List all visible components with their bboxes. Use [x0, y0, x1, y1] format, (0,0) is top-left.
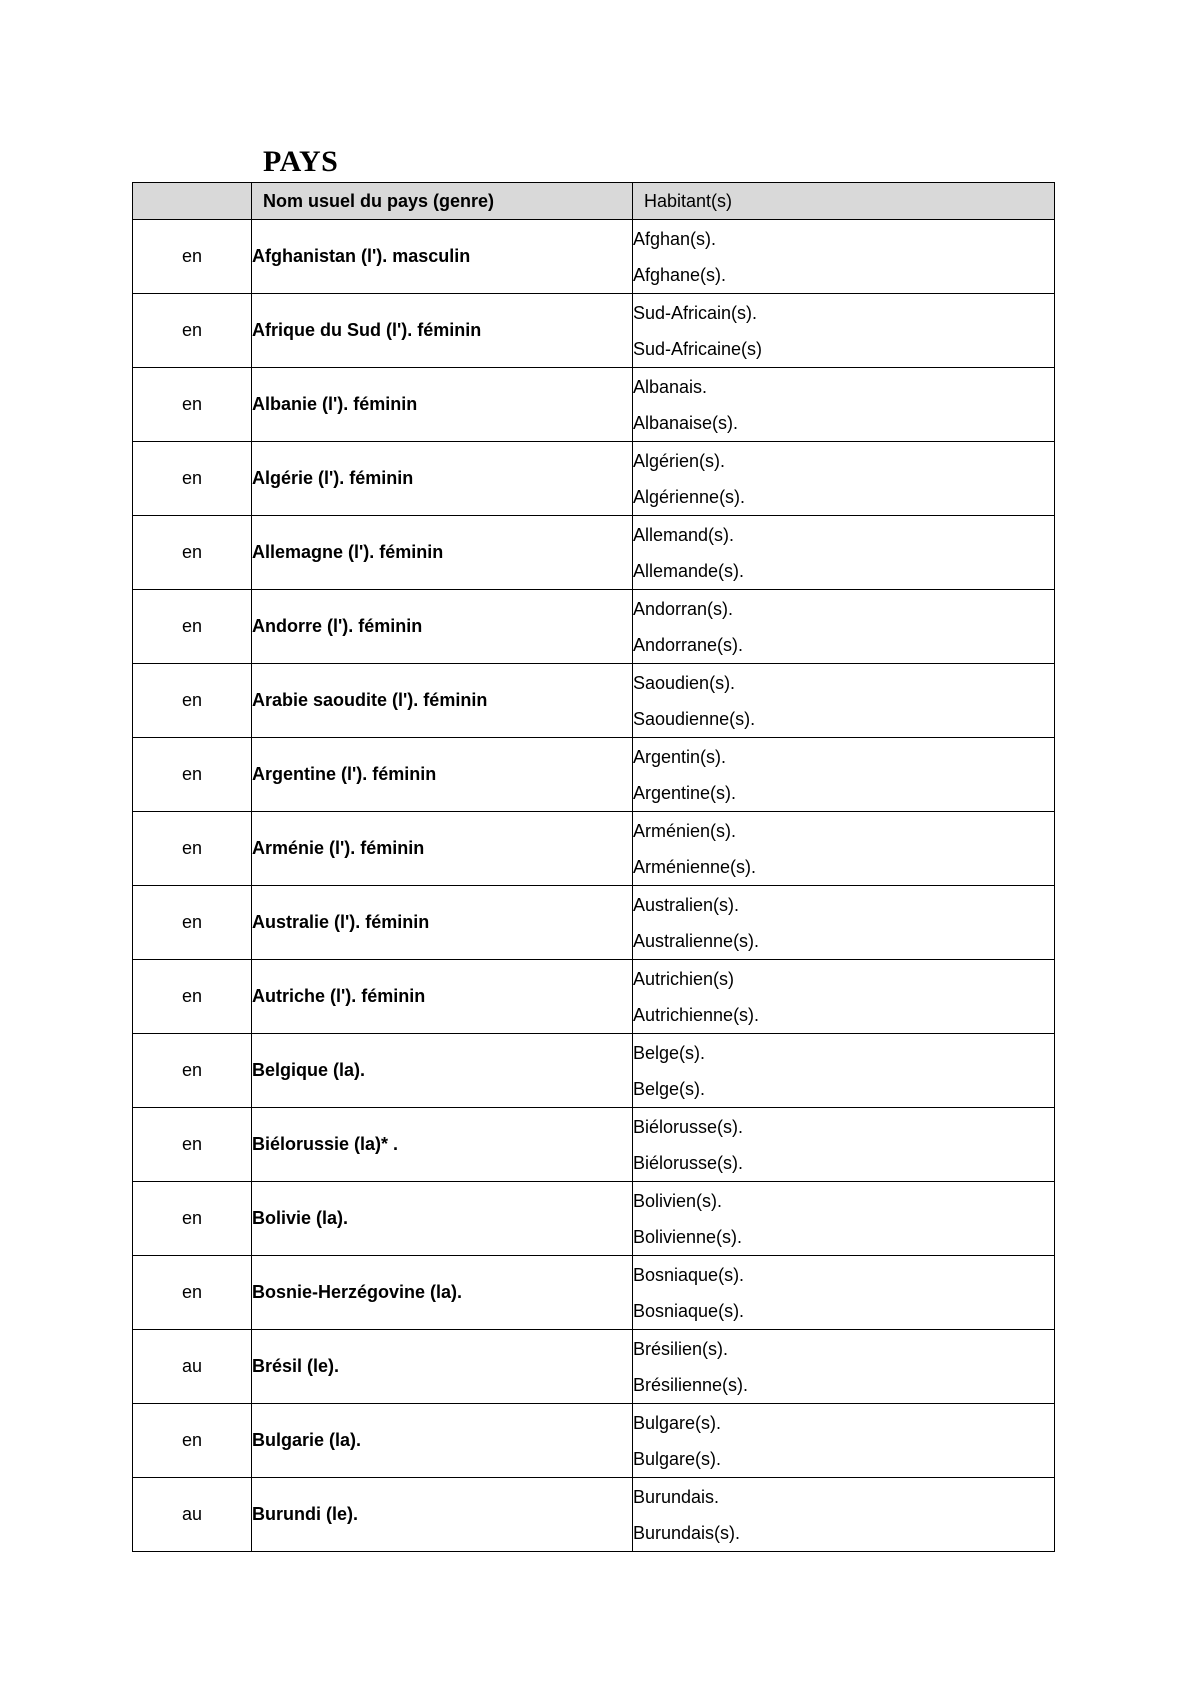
inhabitants-cell [633, 1330, 1055, 1404]
country-name-cell: Burundi (le). [252, 1478, 633, 1552]
inhabitant-masculine: Biélorusse(s). [633, 1116, 744, 1137]
inhabitant-feminine: Argentine(s). [633, 782, 737, 803]
inhabitants-cell [633, 516, 1055, 590]
country-name-cell: Australie (l'). féminin [252, 886, 633, 960]
inhabitant-feminine: Bosniaque(s). [633, 1300, 745, 1321]
table-row [133, 960, 1055, 1034]
table-row [133, 294, 1055, 368]
inhabitants-cell [633, 738, 1055, 812]
inhabitant-masculine: Sud-Africain(s). [633, 302, 758, 323]
inhabitant-feminine: Bulgare(s). [633, 1448, 722, 1469]
country-name-cell: Allemagne (l'). féminin [252, 516, 633, 590]
inhabitant-masculine: Brésilien(s). [633, 1338, 729, 1359]
country-name-cell: Afrique du Sud (l'). féminin [252, 294, 633, 368]
inhabitant-feminine: Brésilienne(s). [633, 1374, 749, 1395]
inhabitant-feminine: Belge(s). [633, 1078, 706, 1099]
inhabitant-masculine: Arménien(s). [633, 820, 737, 841]
table-row [133, 220, 1055, 294]
inhabitants-cell [633, 1034, 1055, 1108]
preposition-cell: en [133, 442, 252, 516]
table-row [133, 1478, 1055, 1552]
preposition-cell: en [133, 1034, 252, 1108]
inhabitants-cell [633, 1404, 1055, 1478]
inhabitant-feminine: Autrichienne(s). [633, 1004, 760, 1025]
preposition-cell: en [133, 1182, 252, 1256]
inhabitant-feminine: Sud-Africaine(s) [633, 338, 763, 359]
inhabitant-masculine: Algérien(s). [633, 450, 726, 471]
preposition-cell: en [133, 886, 252, 960]
preposition-cell: au [133, 1478, 252, 1552]
inhabitant-masculine: Albanais. [633, 376, 708, 397]
country-name-cell: Bolivie (la). [252, 1182, 633, 1256]
inhabitant-masculine: Allemand(s). [633, 524, 735, 545]
table-row [133, 1034, 1055, 1108]
inhabitant-masculine: Afghan(s). [633, 228, 717, 249]
inhabitant-feminine: Bolivienne(s). [633, 1226, 743, 1247]
inhabitant-masculine: Belge(s). [633, 1042, 706, 1063]
inhabitant-feminine: Biélorusse(s). [633, 1152, 744, 1173]
inhabitants-cell [633, 886, 1055, 960]
inhabitant-masculine: Saoudien(s). [633, 672, 736, 693]
inhabitant-feminine: Arménienne(s). [633, 856, 757, 877]
table-row [133, 1256, 1055, 1330]
country-name-cell: Argentine (l'). féminin [252, 738, 633, 812]
inhabitants-cell [633, 590, 1055, 664]
inhabitant-masculine: Burundais. [633, 1486, 720, 1507]
inhabitant-feminine: Andorrane(s). [633, 634, 744, 655]
table-row [133, 1108, 1055, 1182]
preposition-cell: en [133, 516, 252, 590]
inhabitants-cell [633, 442, 1055, 516]
country-name-cell: Andorre (l'). féminin [252, 590, 633, 664]
table-header-row [133, 183, 1055, 220]
inhabitant-feminine: Algérienne(s). [633, 486, 746, 507]
country-name-cell: Biélorussie (la)* . [252, 1108, 633, 1182]
country-name-cell: Bulgarie (la). [252, 1404, 633, 1478]
inhabitants-cell [633, 960, 1055, 1034]
table-row [133, 442, 1055, 516]
inhabitant-feminine: Saoudienne(s). [633, 708, 756, 729]
country-name-cell: Arabie saoudite (l'). féminin [252, 664, 633, 738]
inhabitant-masculine: Andorran(s). [633, 598, 734, 619]
preposition-cell: en [133, 294, 252, 368]
inhabitant-masculine: Autrichien(s) [633, 968, 735, 989]
column-header-inhabitants: Habitant(s) [633, 183, 1055, 220]
inhabitant-feminine: Allemande(s). [633, 560, 745, 581]
inhabitant-feminine: Albanaise(s). [633, 412, 739, 433]
table-row [133, 368, 1055, 442]
inhabitants-cell [633, 1256, 1055, 1330]
inhabitant-masculine: Argentin(s). [633, 746, 727, 767]
country-name-cell: Bosnie-Herzégovine (la). [252, 1256, 633, 1330]
preposition-cell: en [133, 664, 252, 738]
inhabitants-cell [633, 368, 1055, 442]
table-body [133, 220, 1055, 1552]
preposition-cell: en [133, 1256, 252, 1330]
inhabitants-cell [633, 1478, 1055, 1552]
inhabitants-cell [633, 1108, 1055, 1182]
country-name-cell: Autriche (l'). féminin [252, 960, 633, 1034]
inhabitant-masculine: Bulgare(s). [633, 1412, 722, 1433]
country-name-cell: Algérie (l'). féminin [252, 442, 633, 516]
countries-table [132, 182, 1055, 1552]
table-row [133, 1182, 1055, 1256]
table-row [133, 1330, 1055, 1404]
preposition-cell: au [133, 1330, 252, 1404]
table-row [133, 812, 1055, 886]
column-header-preposition [133, 183, 252, 220]
country-name-cell: Afghanistan (l'). masculin [252, 220, 633, 294]
table-row [133, 886, 1055, 960]
inhabitants-cell [633, 294, 1055, 368]
inhabitants-cell [633, 812, 1055, 886]
inhabitant-feminine: Australienne(s). [633, 930, 760, 951]
inhabitant-masculine: Bolivien(s). [633, 1190, 723, 1211]
preposition-cell: en [133, 960, 252, 1034]
inhabitants-cell [633, 220, 1055, 294]
table-row [133, 664, 1055, 738]
country-name-cell: Albanie (l'). féminin [252, 368, 633, 442]
page-title: PAYS [263, 145, 339, 178]
table-row [133, 516, 1055, 590]
country-name-cell: Brésil (le). [252, 1330, 633, 1404]
table-row [133, 1404, 1055, 1478]
preposition-cell: en [133, 812, 252, 886]
table-row [133, 590, 1055, 664]
inhabitant-feminine: Burundais(s). [633, 1522, 741, 1543]
inhabitant-feminine: Afghane(s). [633, 264, 727, 285]
preposition-cell: en [133, 1108, 252, 1182]
inhabitants-cell [633, 664, 1055, 738]
table-row [133, 738, 1055, 812]
country-name-cell: Arménie (l'). féminin [252, 812, 633, 886]
country-name-cell: Belgique (la). [252, 1034, 633, 1108]
preposition-cell: en [133, 738, 252, 812]
preposition-cell: en [133, 220, 252, 294]
inhabitant-masculine: Australien(s). [633, 894, 740, 915]
column-header-country-name: Nom usuel du pays (genre) [252, 183, 633, 220]
preposition-cell: en [133, 590, 252, 664]
preposition-cell: en [133, 1404, 252, 1478]
preposition-cell: en [133, 368, 252, 442]
inhabitants-cell [633, 1182, 1055, 1256]
inhabitant-masculine: Bosniaque(s). [633, 1264, 745, 1285]
